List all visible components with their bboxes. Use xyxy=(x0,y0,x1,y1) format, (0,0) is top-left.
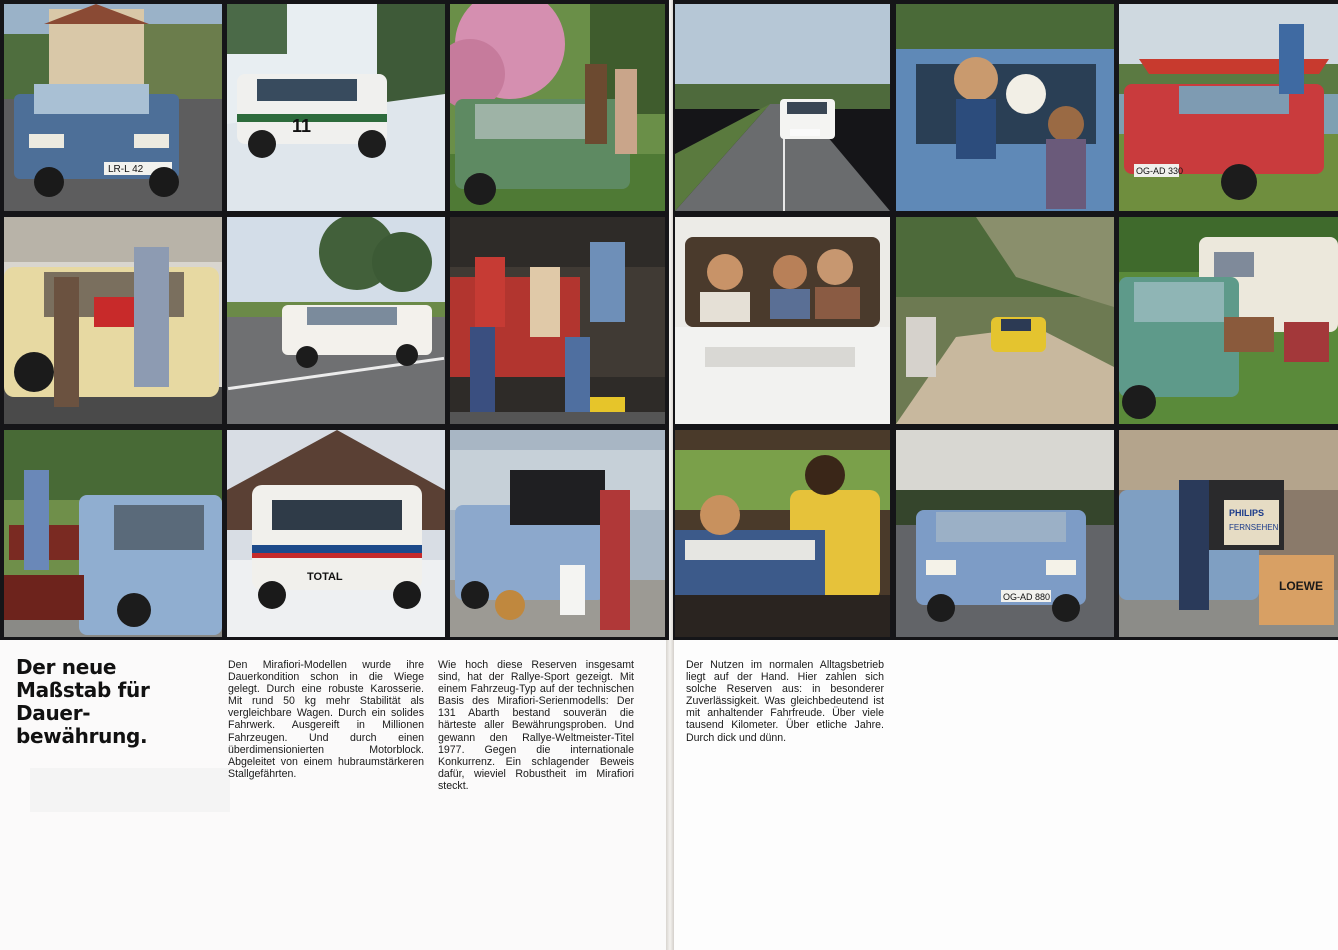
photo-caravan-camping xyxy=(1119,217,1338,424)
photo-rally-car-snow xyxy=(227,4,445,211)
photo-white-car-road xyxy=(227,217,445,424)
photo-kids-with-poodle xyxy=(896,4,1114,211)
photo-couple-reclined-seats xyxy=(675,430,890,637)
rally-sponsor: TOTAL xyxy=(307,571,343,583)
photo-abarth-rally-car-winter xyxy=(227,430,445,637)
box-brand-2: LOEWE xyxy=(1279,579,1323,593)
box-label: FERNSEHEN xyxy=(1229,523,1279,532)
plate-text: OG-AD 330 xyxy=(1136,166,1184,176)
body-column-3: Der Nutzen im normalen Alltagsbetrieb liegt auf der Hand. Hier zahlen sich solche Reserven aus: in besonderer Zuverlässigkeit. Was gleichbedeutend ist mit anhaltender Fahrfreude. Über viele tausend Kilometer. Über etliche Jahre. Durch dick und dünn. xyxy=(686,659,884,744)
photo-red-car-kayak xyxy=(1119,4,1338,211)
photo-car-on-highway xyxy=(675,4,890,211)
body-column-1: Den Mirafiori-Modellen wurde ihre Dauerkondition schon in die Wiege gelegt. Durch eine robuste Karosserie. Mit rund 50 kg mehr Stabilität als vergleichbare Wagen. Durch ein solides Fahrwerk. Ausgereift in Millionen Fahrzeugen. Und durch einen überdimensionierten Motorblock. Abgeleitet von einem hubraumstärkeren Stallgefährten. xyxy=(228,659,424,780)
photo-kids-washing-car xyxy=(450,217,665,424)
rally-number: 11 xyxy=(292,116,312,136)
photo-family-in-car xyxy=(675,217,890,424)
photo-luggage-loading xyxy=(4,430,222,637)
body-column-2: Wie hoch diese Reserven insgesamt sind, hat der Rallye-Sport gezeigt. Mit einem Fahrzeug-Typ auf der technischen Basis des Mirafiori-Serienmodells: Der 131 Abarth bestand souverän die härteste aller Bewährungsproben. Und gewann den Rallye-Weltmeister-Titel 1977. Gegen die internationale Konkurrenz. Ein schlagender Beweis dafür, wieviel Robustheit im Mirafiori steckt. xyxy=(438,659,634,792)
show-through-shadow xyxy=(30,768,230,812)
box-brand: PHILIPS xyxy=(1229,508,1265,518)
photo-blue-car-front-dusk xyxy=(896,430,1114,637)
photo-rally-spectators xyxy=(896,217,1114,424)
plate-text: LR-L 42 xyxy=(108,164,144,175)
headline: Der neue Maßstab für Dauer- bewährung. xyxy=(16,655,150,748)
plate-text: OG-AD 880 xyxy=(1003,592,1051,602)
photo-electronics-purchase xyxy=(1119,430,1338,637)
photo-garden-shopping xyxy=(450,430,665,637)
photo-yellow-car-kids xyxy=(4,217,222,424)
photo-blue-car-village xyxy=(4,4,222,211)
photo-green-car-family xyxy=(450,4,665,211)
